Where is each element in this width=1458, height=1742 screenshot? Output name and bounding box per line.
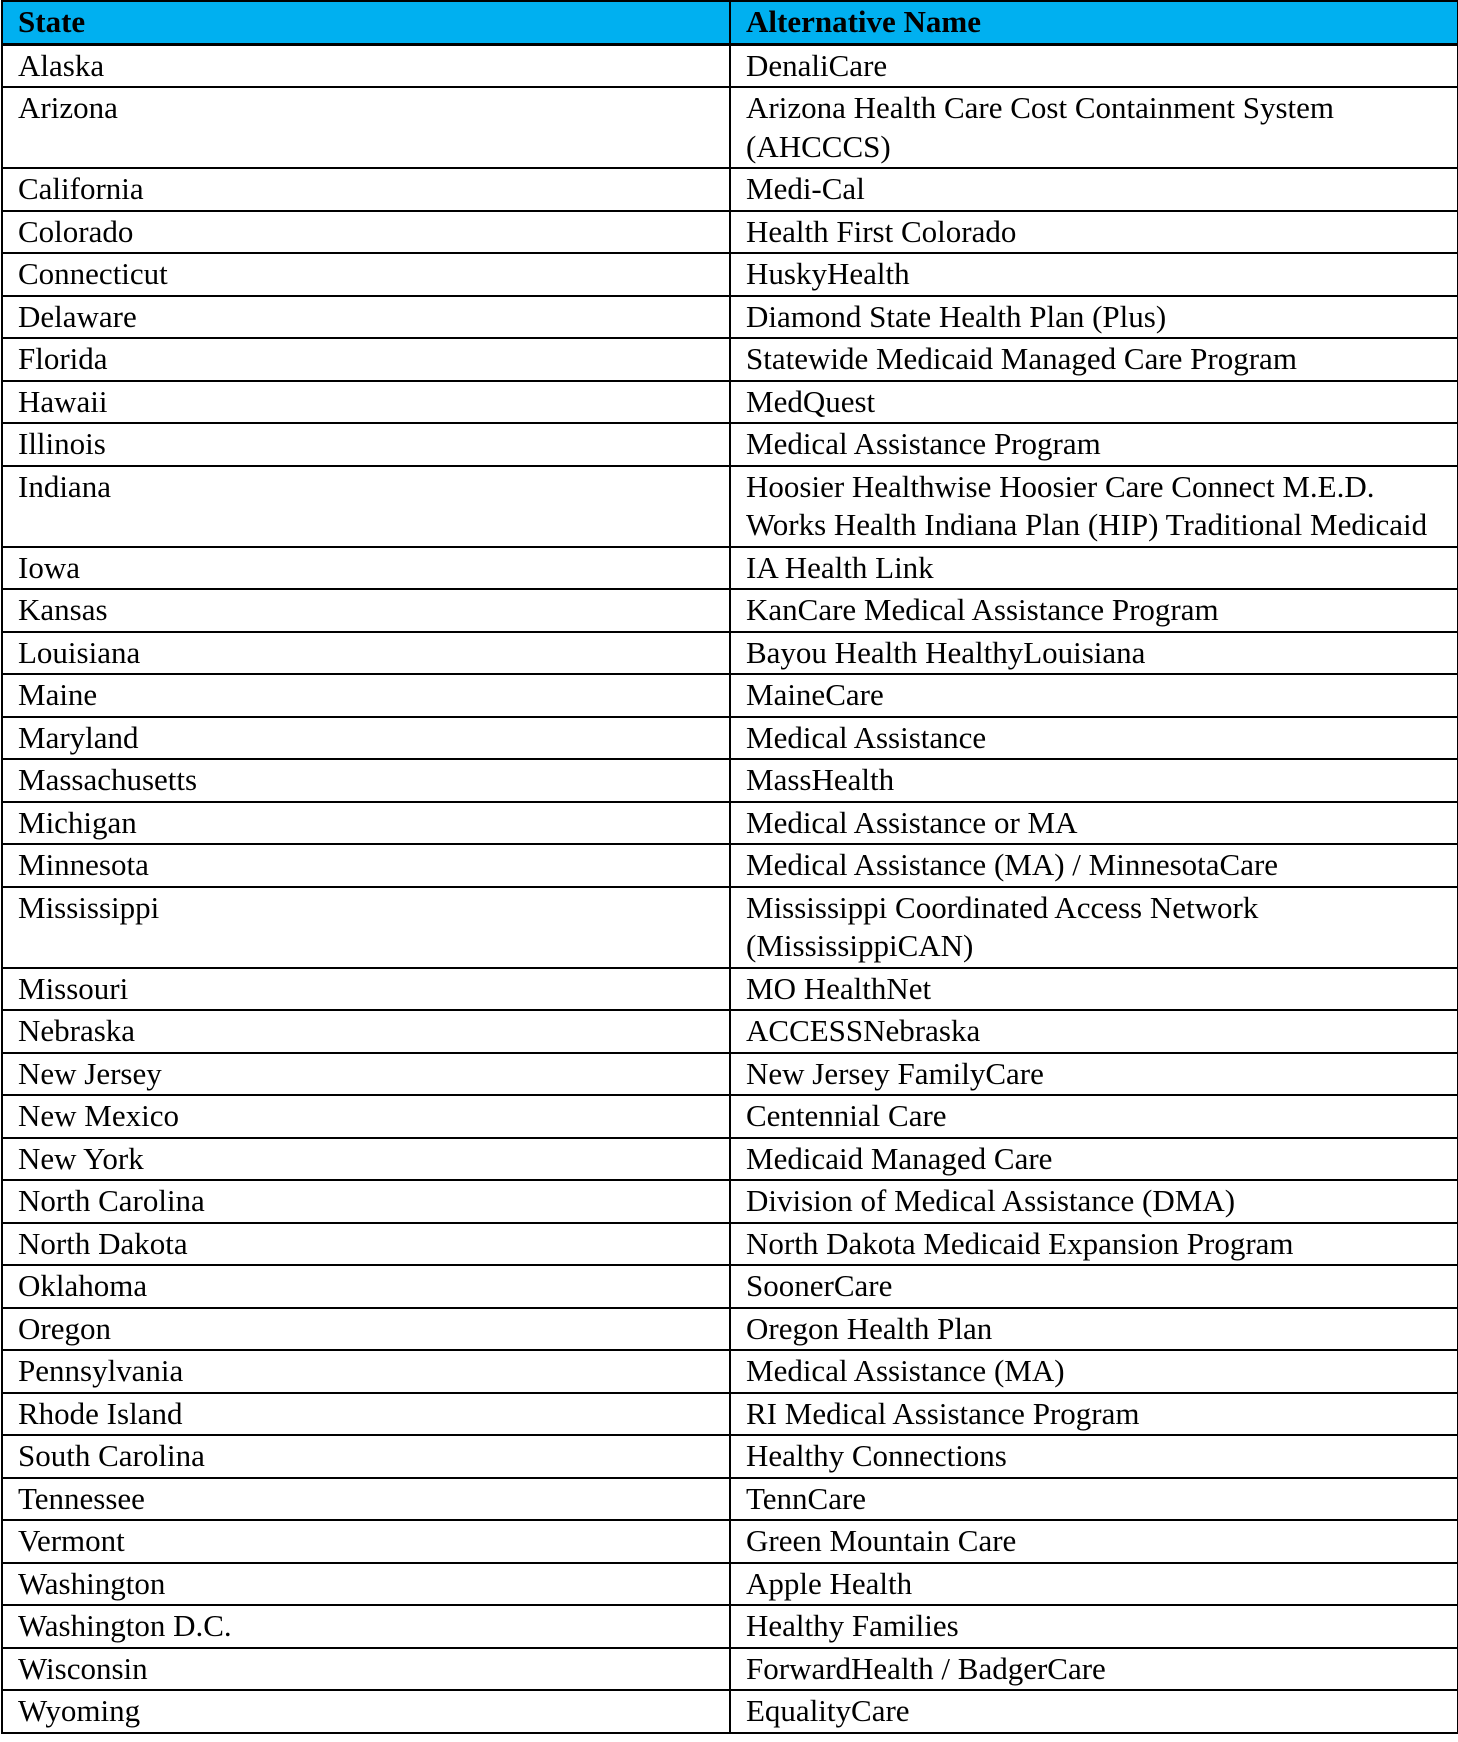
alternative-name-cell: IA Health Link — [730, 547, 1458, 590]
table-row — [2, 423, 1458, 466]
state-cell: Iowa — [2, 547, 730, 590]
table-row — [2, 466, 1458, 547]
alternative-name-cell: SoonerCare — [730, 1265, 1458, 1308]
table-row — [2, 1648, 1458, 1691]
alternative-name-cell: Mississippi Coordinated Access Network (MississippiCAN) — [730, 887, 1458, 968]
state-alternative-names-table — [1, 0, 1458, 1734]
alternative-name-cell: Healthy Families — [730, 1605, 1458, 1648]
state-cell: Rhode Island — [2, 1393, 730, 1436]
table-row — [2, 1180, 1458, 1223]
table-row — [2, 887, 1458, 968]
header-row — [2, 1, 1458, 44]
state-cell: Michigan — [2, 802, 730, 845]
alternative-name-cell: Medical Assistance (MA) — [730, 1350, 1458, 1393]
table-row — [2, 44, 1458, 87]
table-row — [2, 1393, 1458, 1436]
alternative-name-cell: Health First Colorado — [730, 211, 1458, 254]
table-row — [2, 1308, 1458, 1351]
table-row — [2, 759, 1458, 802]
state-cell: Vermont — [2, 1520, 730, 1563]
table-row — [2, 296, 1458, 339]
table-row — [2, 1478, 1458, 1521]
table-row — [2, 381, 1458, 424]
alternative-name-cell: MedQuest — [730, 381, 1458, 424]
state-cell: Illinois — [2, 423, 730, 466]
state-cell: Pennsylvania — [2, 1350, 730, 1393]
alternative-name-cell: EqualityCare — [730, 1690, 1458, 1733]
state-cell: New Jersey — [2, 1053, 730, 1096]
alternative-name-cell: Centennial Care — [730, 1095, 1458, 1138]
alternative-name-cell: MO HealthNet — [730, 968, 1458, 1011]
state-cell: Kansas — [2, 589, 730, 632]
alternative-name-cell: HuskyHealth — [730, 253, 1458, 296]
alternative-name-cell: Medical Assistance (MA) / MinnesotaCare — [730, 844, 1458, 887]
state-cell: Oklahoma — [2, 1265, 730, 1308]
alternative-name-cell: KanCare Medical Assistance Program — [730, 589, 1458, 632]
table-row — [2, 1053, 1458, 1096]
alternative-name-cell: Diamond State Health Plan (Plus) — [730, 296, 1458, 339]
state-cell: Connecticut — [2, 253, 730, 296]
header-alternative-name: Alternative Name — [730, 1, 1458, 44]
state-cell: Nebraska — [2, 1010, 730, 1053]
table-row — [2, 802, 1458, 845]
state-cell: Wyoming — [2, 1690, 730, 1733]
state-cell: North Dakota — [2, 1223, 730, 1266]
table-row — [2, 844, 1458, 887]
state-cell: Wisconsin — [2, 1648, 730, 1691]
table-row — [2, 632, 1458, 675]
state-cell: Mississippi — [2, 887, 730, 968]
state-cell: Louisiana — [2, 632, 730, 675]
state-cell: California — [2, 168, 730, 211]
state-cell: Arizona — [2, 87, 730, 168]
state-cell: Minnesota — [2, 844, 730, 887]
alternative-name-cell: Statewide Medicaid Managed Care Program — [730, 338, 1458, 381]
state-cell: Washington — [2, 1563, 730, 1606]
table-row — [2, 968, 1458, 1011]
table-row — [2, 1350, 1458, 1393]
table-row — [2, 1435, 1458, 1478]
table-row — [2, 1010, 1458, 1053]
state-cell: Oregon — [2, 1308, 730, 1351]
alternative-name-cell: Healthy Connections — [730, 1435, 1458, 1478]
alternative-name-cell: RI Medical Assistance Program — [730, 1393, 1458, 1436]
alternative-name-cell: North Dakota Medicaid Expansion Program — [730, 1223, 1458, 1266]
table-row — [2, 547, 1458, 590]
state-cell: North Carolina — [2, 1180, 730, 1223]
table-row — [2, 717, 1458, 760]
alternative-name-cell: Apple Health — [730, 1563, 1458, 1606]
table-row — [2, 87, 1458, 168]
alternative-name-cell: ForwardHealth / BadgerCare — [730, 1648, 1458, 1691]
alternative-name-cell: DenaliCare — [730, 44, 1458, 87]
state-cell: Florida — [2, 338, 730, 381]
alternative-name-cell: Division of Medical Assistance (DMA) — [730, 1180, 1458, 1223]
state-cell: Maryland — [2, 717, 730, 760]
alternative-name-cell: MaineCare — [730, 674, 1458, 717]
table-row — [2, 1605, 1458, 1648]
alternative-name-cell: Bayou Health HealthyLouisiana — [730, 632, 1458, 675]
table-row — [2, 1138, 1458, 1181]
header-state: State — [2, 1, 730, 44]
alternative-name-cell: MassHealth — [730, 759, 1458, 802]
state-cell: South Carolina — [2, 1435, 730, 1478]
state-cell: Washington D.C. — [2, 1605, 730, 1648]
table-row — [2, 1223, 1458, 1266]
alternative-name-cell: Medical Assistance — [730, 717, 1458, 760]
state-cell: Massachusetts — [2, 759, 730, 802]
state-cell: Delaware — [2, 296, 730, 339]
alternative-name-cell: Medi-Cal — [730, 168, 1458, 211]
table-row — [2, 1690, 1458, 1733]
state-cell: Indiana — [2, 466, 730, 547]
alternative-name-cell: Medical Assistance or MA — [730, 802, 1458, 845]
state-cell: Colorado — [2, 211, 730, 254]
alternative-name-cell: Green Mountain Care — [730, 1520, 1458, 1563]
table-row — [2, 253, 1458, 296]
table-row — [2, 1265, 1458, 1308]
alternative-name-cell: New Jersey FamilyCare — [730, 1053, 1458, 1096]
table-row — [2, 1563, 1458, 1606]
alternative-name-cell: Oregon Health Plan — [730, 1308, 1458, 1351]
alternative-name-cell: Medical Assistance Program — [730, 423, 1458, 466]
alternative-name-cell: ACCESSNebraska — [730, 1010, 1458, 1053]
state-cell: Hawaii — [2, 381, 730, 424]
state-cell: New Mexico — [2, 1095, 730, 1138]
table-row — [2, 211, 1458, 254]
table-row — [2, 589, 1458, 632]
alternative-name-cell: Hoosier Healthwise Hoosier Care Connect M.E.D. Works Health Indiana Plan (HIP) Traditional Medicaid — [730, 466, 1458, 547]
alternative-name-cell: Medicaid Managed Care — [730, 1138, 1458, 1181]
alternative-name-cell: TennCare — [730, 1478, 1458, 1521]
table-row — [2, 1095, 1458, 1138]
table-row — [2, 1520, 1458, 1563]
state-cell: Missouri — [2, 968, 730, 1011]
state-cell: New York — [2, 1138, 730, 1181]
state-cell: Tennessee — [2, 1478, 730, 1521]
table-row — [2, 168, 1458, 211]
state-cell: Maine — [2, 674, 730, 717]
state-cell: Alaska — [2, 44, 730, 87]
table-row — [2, 338, 1458, 381]
alternative-name-cell: Arizona Health Care Cost Containment System (AHCCCS) — [730, 87, 1458, 168]
table-row — [2, 674, 1458, 717]
